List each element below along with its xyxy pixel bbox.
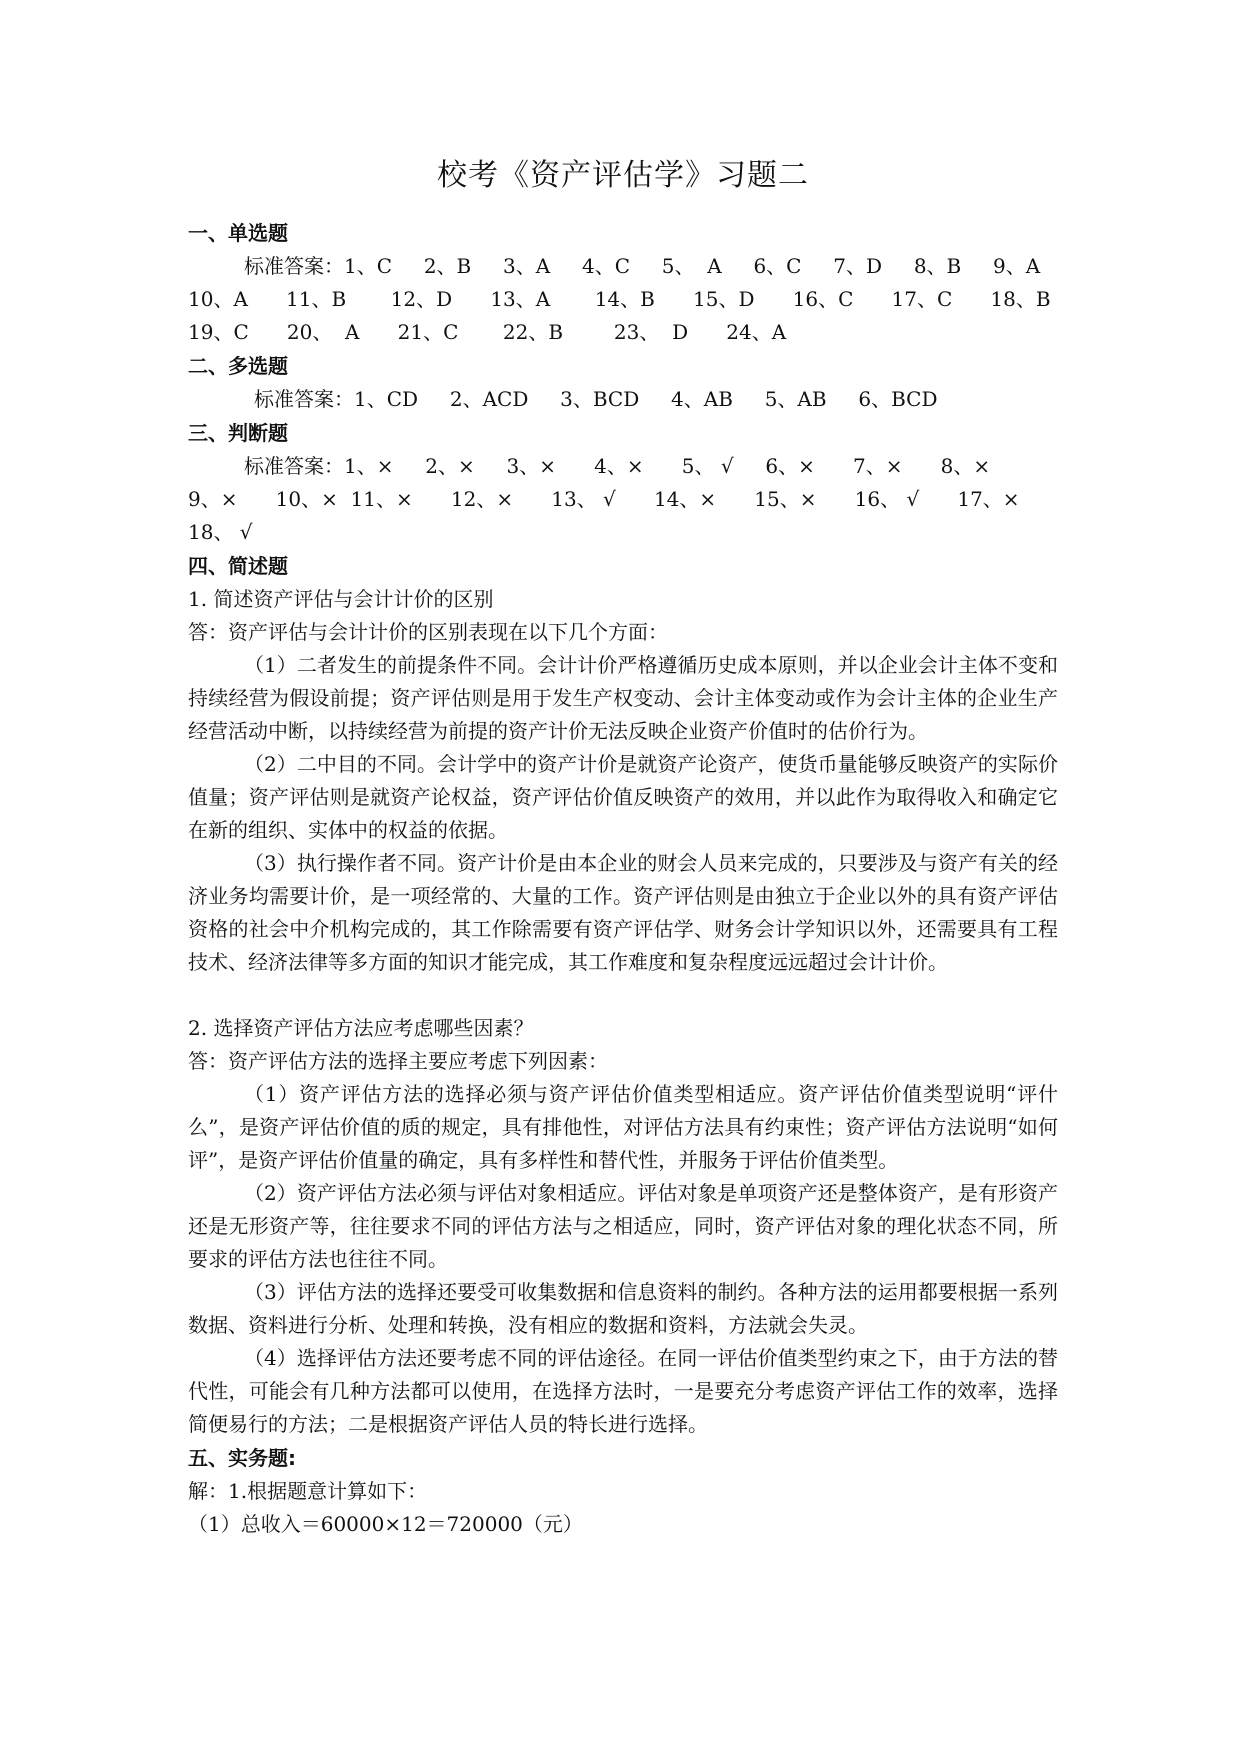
answer-paragraph: （3）执行操作者不同。资产计价是由本企业的财会人员来完成的，只要涉及与资产有关的经济业务均需要计价，是一项经常的、大量的工作。资产评估则是由独立于企业以外的具有资产评估资格的社会中介机构完成的，其工作除需要有资产评估学、财务会计学知识以外，还需要具有工程技术、经济法律等多方面的知识才能完成，其工作难度和复杂程度远远超过会计计价。 (188, 851, 1058, 974)
answer-line: 9、× 10、× 11、× 12、× 13、 √ 14、× 15、× 16、 √ 17、× (188, 487, 1020, 511)
answer-intro: 答：资产评估方法的选择主要应考虑下列因素： (188, 1049, 608, 1073)
page-title: 校考《资产评估学》习题二 (437, 158, 809, 193)
spacer (188, 979, 1058, 1012)
answer-line: 18、 √ (188, 520, 253, 544)
answer-intro: 答：资产评估与会计计价的区别表现在以下几个方面： (188, 620, 668, 644)
question-text: 1. 简述资产评估与会计计价的区别 (188, 587, 494, 611)
answer-line: 标准答案：1、C 2、B 3、A 4、C 5、 A 6、C 7、D 8、B 9、A (244, 254, 1041, 278)
answer-line: 19、C 20、 A 21、C 22、B 23、 D 24、A (188, 320, 787, 344)
section-heading-multi-choice: 二、多选题 (188, 354, 288, 378)
question-text: 2. 选择资产评估方法应考虑哪些因素？ (188, 1016, 534, 1040)
answer-paragraph: （3）评估方法的选择还要受可收集数据和信息资料的制约。各种方法的运用都要根据一系列数据、资料进行分析、处理和转换，没有相应的数据和资料，方法就会失灵。 (188, 1280, 1058, 1337)
solution-line: （1）总收入＝60000×12＝720000（元） (188, 1512, 583, 1536)
section-heading-short-answer: 四、简述题 (188, 554, 288, 578)
answer-line: 10、A 11、B 12、D 13、A 14、B 15、D 16、C 17、C 18、B (188, 287, 1051, 311)
answer-line: 标准答案：1、CD 2、ACD 3、BCD 4、AB 5、AB 6、BCD (254, 387, 938, 411)
section-heading-true-false: 三、判断题 (188, 421, 288, 445)
answer-paragraph: （2）二中目的不同。会计学中的资产计价是就资产论资产，使货币量能够反映资产的实际价值量；资产评估则是就资产论权益，资产评估价值反映资产的效用，并以此作为取得收入和确定它在新的组织、实体中的权益的依据。 (188, 752, 1058, 842)
answer-paragraph: （1）二者发生的前提条件不同。会计计价严格遵循历史成本原则，并以企业会计主体不变和持续经营为假设前提；资产评估则是用于发生产权变动、会计主体变动或作为会计主体的企业生产经营活动中断，以持续经营为前提的资产计价无法反映企业资产价值时的估价行为。 (188, 653, 1058, 743)
solution-line: 解：1.根据题意计算如下： (188, 1479, 428, 1503)
answer-line: 标准答案：1、× 2、× 3、× 4、× 5、 √ 6、× 7、× 8、× (244, 454, 991, 478)
answer-paragraph: （2）资产评估方法必须与评估对象相适应。评估对象是单项资产还是整体资产，是有形资产还是无形资产等，往往要求不同的评估方法与之相适应，同时，资产评估对象的理化状态不同，所要求的评估方法也往往不同。 (188, 1181, 1058, 1271)
answer-paragraph: （1）资产评估方法的选择必须与资产评估价值类型相适应。资产评估价值类型说明“评什么”，是资产评估价值的质的规定，具有排他性，对评估方法具有约束性；资产评估方法说明“如何评”，是资产评估价值量的确定，具有多样性和替代性，并服务于评估价值类型。 (188, 1082, 1058, 1172)
answer-paragraph: （4）选择评估方法还要考虑不同的评估途径。在同一评估价值类型约束之下，由于方法的替代性，可能会有几种方法都可以使用，在选择方法时，一是要充分考虑资产评估工作的效率，选择简便易行的方法；二是根据资产评估人员的特长进行选择。 (188, 1346, 1058, 1436)
section-heading-practical: 五、实务题: (188, 1446, 296, 1470)
section-heading-single-choice: 一、单选题 (188, 221, 288, 245)
document-page (188, 150, 1058, 1541)
